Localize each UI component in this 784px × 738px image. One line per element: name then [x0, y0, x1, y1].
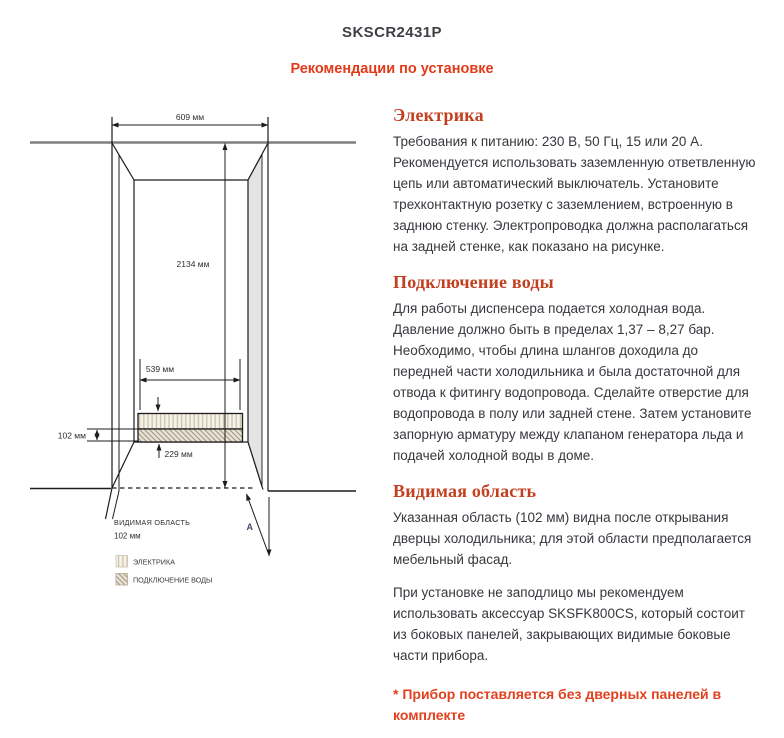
legend-swatch-water	[116, 574, 128, 586]
dim-text-539: 539 мм	[145, 364, 175, 374]
perspective-bottom-left	[112, 442, 134, 488]
dim-text-609: 609 мм	[175, 112, 205, 122]
niche-outline	[30, 117, 356, 519]
visible-area-edge-outer	[106, 488, 113, 519]
legend-swatch-electrical	[116, 556, 128, 568]
footnote: * Прибор поставляется без дверных панелей в комплекте	[393, 686, 722, 723]
diagram-legend	[116, 556, 212, 586]
section-paragraph-electrical: Требования к питанию: 230 В, 50 Гц, 15 или 20 А. Рекомендуется использовать заземленную ответвленную цепь или автоматический выключатель. Установите трехконтактную розетку с заземлением, встроенную в заднюю стенку. Электропроводка должна располагаться на задней стенке, как показано на рисунке.	[393, 134, 756, 254]
point-a-label: A	[246, 522, 253, 532]
water-strip	[138, 429, 243, 442]
utility-strips	[138, 414, 243, 443]
electrical-strip	[138, 414, 243, 430]
section-heading-electrical: Электрика	[393, 105, 484, 125]
text-column	[393, 105, 759, 738]
dim-text-102: 102 мм	[57, 430, 86, 441]
page-title: SKSCR2431P	[342, 24, 442, 41]
section-paragraph-visible-area-2: При установке не заподлицо мы рекомендуем использовать аксессуар SKSFK800CS, который состоит из боковых панелей, закрывающих видимые боковые части прибора.	[393, 585, 745, 663]
section-paragraph-water: Для работы диспенсера подается холодная вода. Давление должно быть в пределах 1,37 – 8,27 бар. Необходимо, чтобы длина шлангов доходила до передней части холодильника и была достаточной для отвода к фитингу водопровода. Сделайте отверстие для водопровода в полу или задней стене. Затем установите запорную арматуру между клапаном генератора льда и подачей холодной воды в доме.	[393, 301, 752, 463]
section-paragraph-visible-area-1: Указанная область (102 мм) видна после открывания дверцы холодильника; для этой области предполагается мебельный фасад.	[393, 510, 752, 567]
visible-area-edge-inner	[113, 491, 120, 519]
dim-text-2134: 2134 мм	[176, 259, 210, 269]
legend-label-electrical: ЭЛЕКТРИКА	[133, 557, 175, 567]
dimension-labels	[58, 112, 254, 541]
visible-area-label-line2: 102 мм	[114, 531, 141, 541]
legend-label-water: ПОДКЛЮЧЕНИЕ ВОДЫ	[133, 575, 213, 585]
visible-area-label-line1: ВИДИМАЯ ОБЛАСТЬ	[114, 518, 191, 527]
section-heading-visible-area: Видимая область	[393, 481, 537, 501]
installation-diagram	[25, 95, 370, 595]
perspective-top-left	[112, 143, 134, 180]
side-panel-shaded-area	[248, 155, 262, 488]
page-subtitle: Рекомендации по установке	[290, 61, 494, 77]
dim-text-229: 229 мм	[164, 449, 193, 459]
dimension-lines	[87, 125, 269, 556]
section-heading-water: Подключение воды	[393, 272, 554, 292]
